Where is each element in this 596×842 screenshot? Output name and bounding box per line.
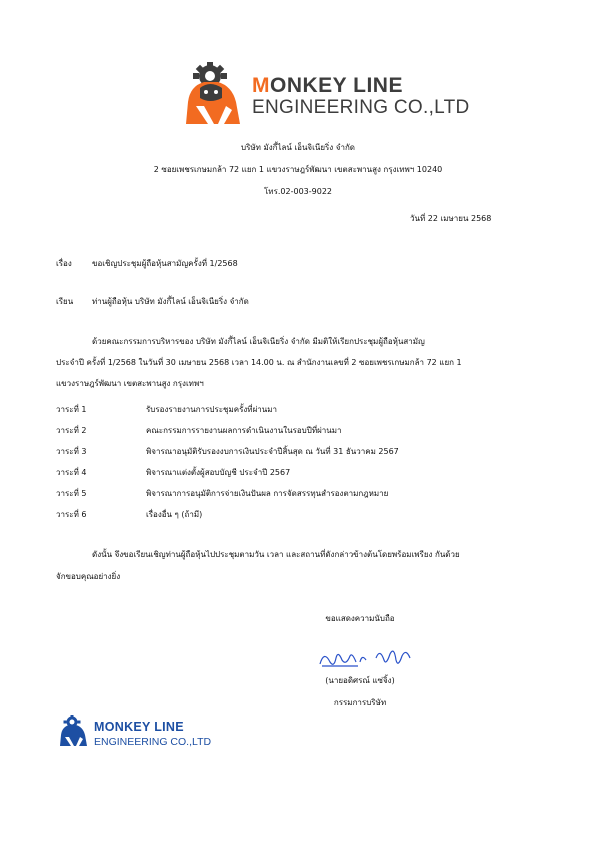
agenda-text: พิจารณาการอนุมัติการจ่ายเงินปันผล การจัดสรรทุนสำรองตามกฎหมาย (146, 489, 389, 498)
footer-logo-line2: ENGINEERING CO.,LTD (94, 736, 212, 748)
regards-text: ขอแสดงความนับถือ (325, 614, 395, 623)
body-line-3: แขวงราษฎร์พัฒนา เขตสะพานสูง กรุงเทพฯ (56, 379, 204, 388)
logo-initial: M (252, 74, 270, 97)
agenda-text: เรื่องอื่น ๆ (ถ้ามี) (146, 510, 203, 519)
agenda-number: วาระที่ 5 (56, 489, 87, 498)
agenda-text: พิจารณาแต่งตั้งผู้สอบบัญชี ประจำปี 2567 (146, 468, 291, 477)
gorilla-gear-logo-icon (56, 714, 92, 748)
footer-logo-line1: MONKEY LINE (94, 720, 184, 734)
agenda-text: รับรองรายงานการประชุมครั้งที่ผ่านมา (146, 405, 277, 414)
header-logo-line1 (252, 74, 403, 98)
agenda-number: วาระที่ 2 (56, 426, 87, 435)
signer-name: (นายอดิศรณ์ แซ่จิ้ง) (325, 676, 395, 685)
gorilla-gear-logo-icon (178, 62, 250, 126)
header-logo-line2: ENGINEERING CO.,LTD (252, 97, 470, 118)
body-line-2: ประจำปี ครั้งที่ 1/2568 ในวันที่ 30 เมษายน 2568 เวลา 14.00 น. ณ สำนักงานเลขที่ 2 ซอยเพชรเกษมกล้า 72 แยก 1 (56, 358, 462, 367)
agenda-number: วาระที่ 1 (56, 405, 87, 414)
company-phone: โทร.02-003-9022 (264, 187, 332, 196)
subject-label: เรื่อง (56, 259, 72, 268)
handwritten-signature (316, 640, 416, 672)
company-address: 2 ซอยเพชรเกษมกล้า 72 แยก 1 แขวงราษฎร์พัฒนา เขตสะพานสูง กรุงเทพฯ 10240 (153, 165, 443, 174)
recipient-text: ท่านผู้ถือหุ้น บริษัท มังกี้ไลน์ เอ็นจิเนียริ่ง จำกัด (92, 297, 249, 306)
agenda-number: วาระที่ 6 (56, 510, 87, 519)
agenda-number: วาระที่ 3 (56, 447, 87, 456)
recipient-label: เรียน (56, 297, 74, 306)
body-line-1: ด้วยคณะกรรมการบริหารของ บริษัท มังกี้ไลน์ เอ็นจิเนียริ่ง จำกัด มีมติให้เรียกประชุมผู้ถือหุ้นสามัญ (92, 337, 425, 346)
closing-line-2: จักขอบคุณอย่างยิ่ง (56, 572, 121, 581)
closing-line-1: ดังนั้น จึงขอเรียนเชิญท่านผู้ถือหุ้นไปประชุมตามวัน เวลา และสถานที่ดังกล่าวข้างต้นโดยพร้อมเพรียง กันด้วย (92, 550, 460, 559)
letter-date: วันที่ 22 เมษายน 2568 (410, 214, 492, 223)
company-name: บริษัท มังกี้ไลน์ เอ็นจิเนียริ่ง จำกัด (241, 143, 355, 152)
agenda-number: วาระที่ 4 (56, 468, 87, 477)
subject-text: ขอเชิญประชุมผู้ถือหุ้นสามัญครั้งที่ 1/2568 (92, 259, 238, 268)
agenda-text: คณะกรรมการรายงานผลการดำเนินงานในรอบปีที่ผ่านมา (146, 426, 342, 435)
signer-title: กรรมการบริษัท (333, 698, 387, 707)
logo-name: ONKEY LINE (270, 74, 403, 97)
agenda-text: พิจารณาอนุมัติรับรองงบการเงินประจำปีสิ้นสุด ณ วันที่ 31 ธันวาคม 2567 (146, 447, 399, 456)
